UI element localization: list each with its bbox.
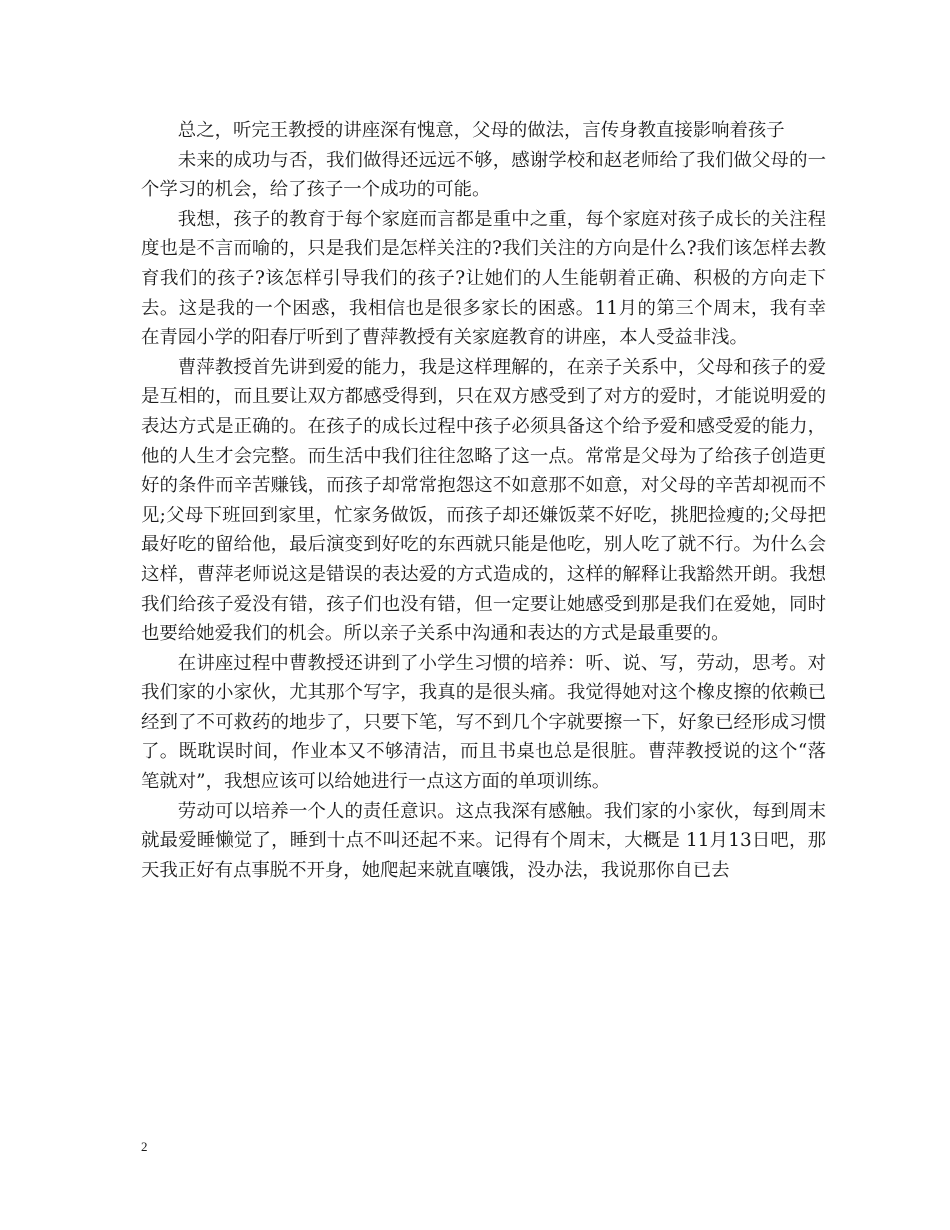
- page-number: 2: [141, 1139, 148, 1154]
- paragraph-3: 我想，孩子的教育于每个家庭而言都是重中之重，每个家庭对孩子成长的关注程度也是不言而喻的，只是我们是怎样关注的?我们关注的方向是什么?我们该怎样去教育我们的孩子?该怎样引导我们的孩子?让她们的人生能朝着正确、积极的方向走下去。这是我的一个困惑，我相信也是很多家长的困惑。11月的第三个周末，我有幸在青园小学的阳春厅听到了曹萍教授有关家庭教育的讲座，本人受益非浅。: [141, 208, 826, 349]
- paragraph-2: 未来的成功与否，我们做得还远远不够，感谢学校和赵老师给了我们做父母的一个学习的机会，给了孩子一个成功的可能。: [141, 149, 826, 201]
- paragraph-1: 总之，听完王教授的讲座深有愧意，父母的做法，言传身教直接影响着孩子: [177, 120, 785, 141]
- document-body: [141, 116, 826, 885]
- paragraph-5: 在讲座过程中曹教授还讲到了小学生习惯的培养：听、说、写，劳动，思考。对我们家的小家伙，尤其那个写字，我真的是很头痛。我觉得她对这个橡皮擦的依赖已经到了不可救药的地步了，只要下笔，写不到几个字就要擦一下，好象已经形成习惯了。既耽误时间，作业本又不够清洁，而且书桌也总是很脏。曹萍教授说的这个“落笔就对”，我想应该可以给她进行一点这方面的单项训练。: [141, 652, 826, 793]
- paragraph-4: 曹萍教授首先讲到爱的能力，我是这样理解的，在亲子关系中，父母和孩子的爱是互相的，而且要让双方都感受得到，只在双方感受到了对方的爱时，才能说明爱的表达方式是正确的。在孩子的成长过程中孩子必须具备这个给予爱和感受爱的能力，他的人生才会完整。而生活中我们往往忽略了这一点。常常是父母为了给孩子创造更好的条件而辛苦赚钱，而孩子却常常抱怨这不如意那不如意，对父母的辛苦却视而不见;父母下班回到家里，忙家务做饭，而孩子却还嫌饭菜不好吃，挑肥捡瘦的;父母把最好吃的留给他，最后演变到好吃的东西就只能是他吃，别人吃了就不行。为什么会这样，曹萍老师说这是错误的表达爱的方式造成的，这样的解释让我豁然开朗。我想我们给孩子爱没有错，孩子们也没有错，但一定要让她感受到那是我们在爱她，同时也要给她爱我们的机会。所以亲子关系中沟通和表达的方式是最重要的。: [141, 356, 826, 645]
- paragraph-6: 劳动可以培养一个人的责任意识。这点我深有感触。我们家的小家伙，每到周末就最爱睡懒觉了，睡到十点不叫还起不来。记得有个周末，大概是 11月13日吧，那天我正好有点事脱不开身，她爬起来就直嚷饿，没办法，我说那你自已去: [141, 800, 826, 881]
